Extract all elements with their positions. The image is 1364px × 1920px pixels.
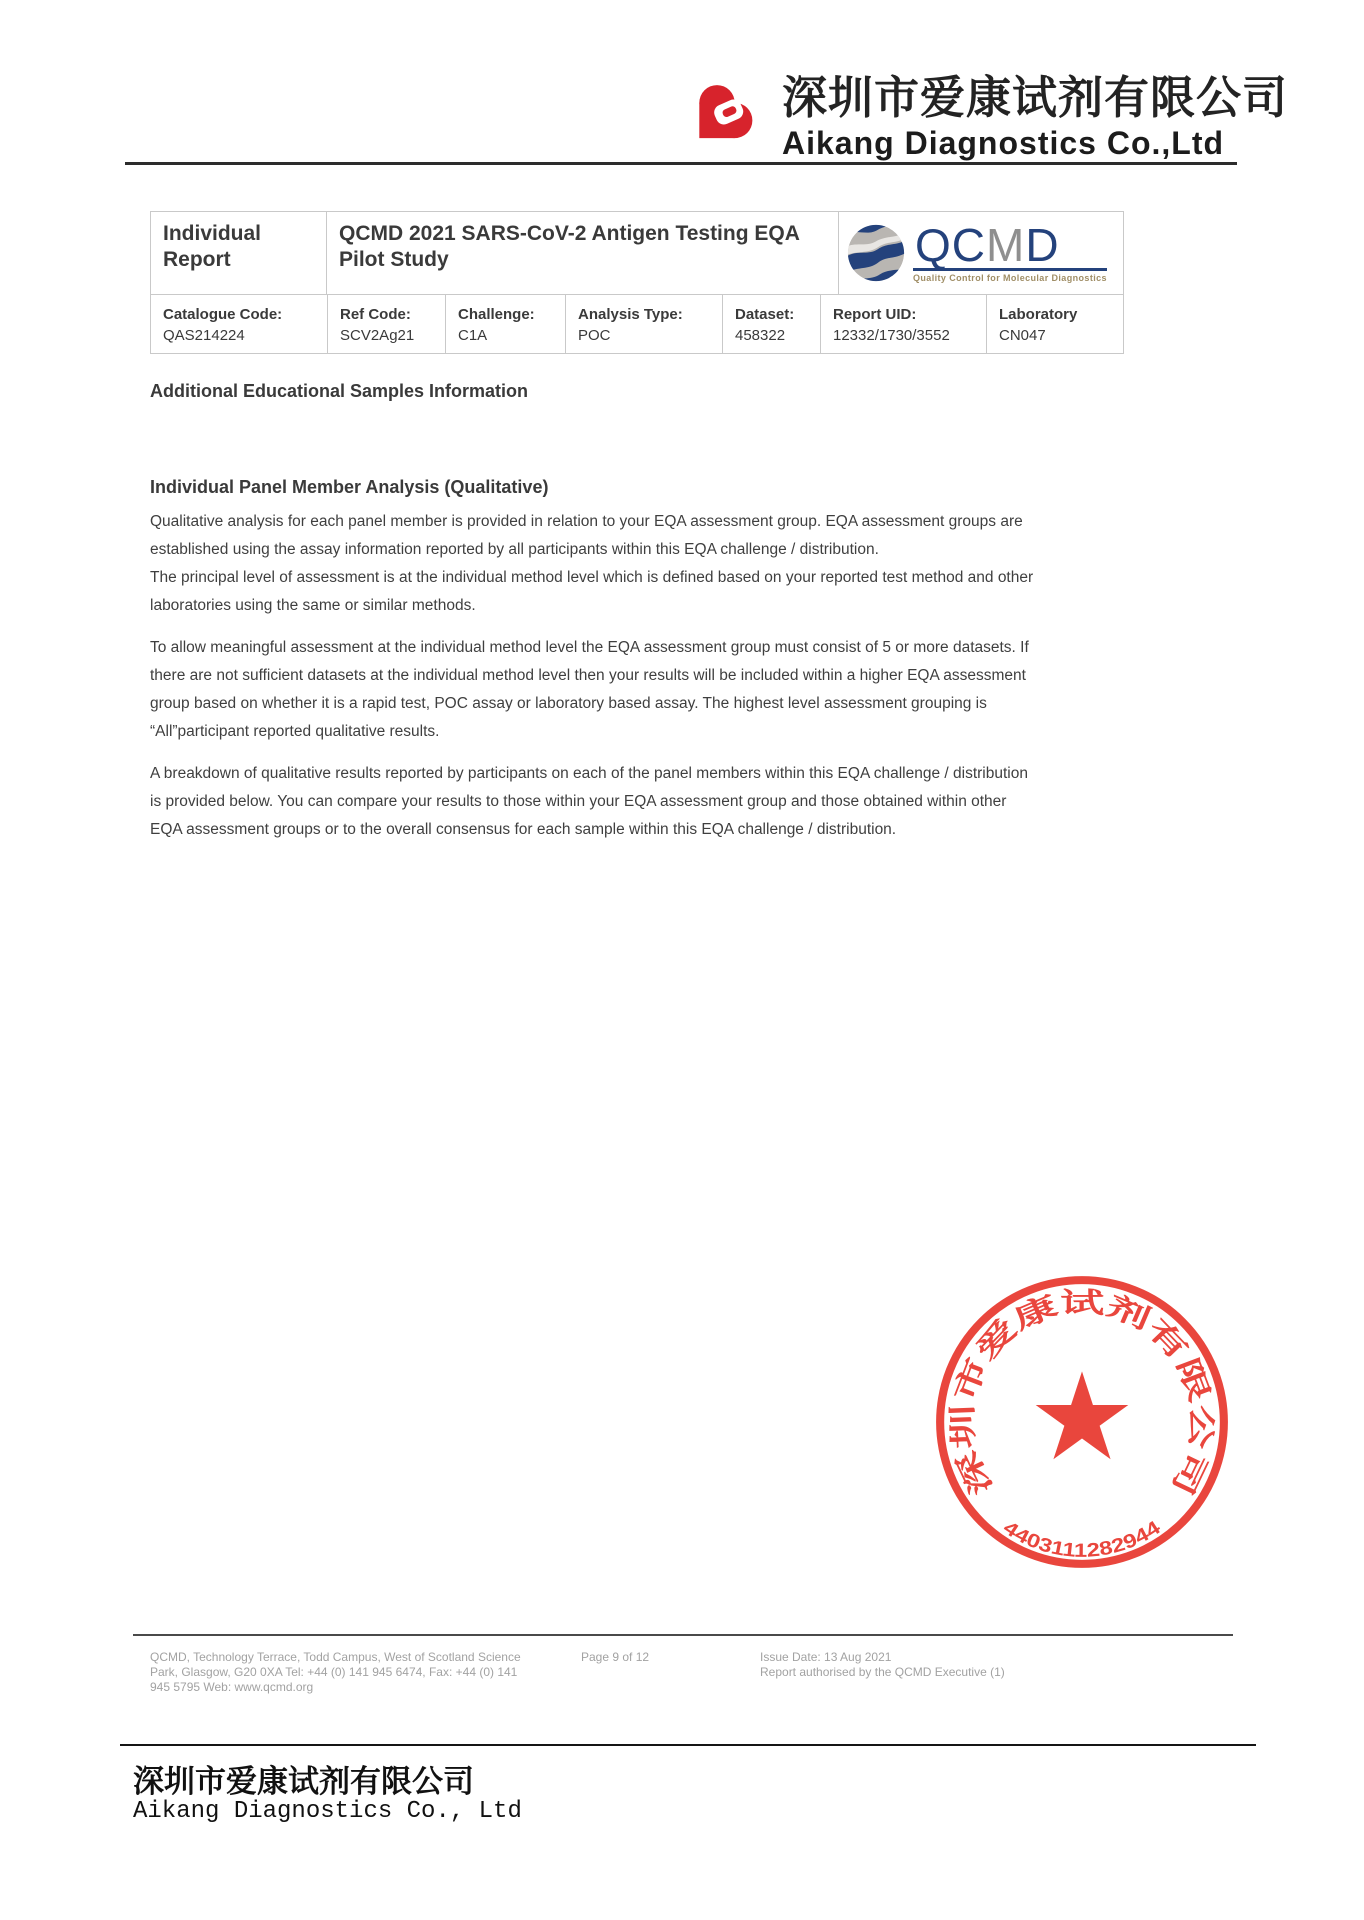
paragraph-line: established using the assay information reported by all participants within this EQA challenge / distribution. (150, 541, 879, 558)
field-value: CN047 (999, 327, 1046, 344)
paragraph-line: group based on whether it is a rapid test, POC assay or laboratory based assay. The highest level assessment grouping is (150, 695, 987, 712)
bottom-company-en: Aikang Diagnostics Co., Ltd (133, 1798, 522, 1825)
qcmd-letter: Q (915, 219, 952, 271)
field-label: Analysis Type: (578, 306, 683, 323)
section-heading-panel: Individual Panel Member Analysis (Qualitative) (150, 477, 549, 497)
qcmd-letter: C (951, 219, 987, 271)
company-name-en: Aikang Diagnostics Co.,Ltd (782, 125, 1225, 161)
paragraph-line: there are not sufficient datasets at the individual method level then your results will be included within a higher EQA assessment (150, 667, 1026, 684)
field-value: SCV2Ag21 (340, 327, 415, 344)
paragraph-line: EQA assessment groups or to the overall consensus for each sample within this EQA challenge / distribution. (150, 821, 897, 838)
qcmd-globe-icon (845, 222, 907, 284)
field-value: QAS214224 (163, 327, 245, 344)
company-header (782, 72, 1289, 161)
bottom-company-cn: 深圳市爱康试剂有限公司 (133, 1764, 474, 1799)
footer-issue-info (760, 1650, 1005, 1680)
table-row (151, 212, 1123, 295)
company-name-cn: 深圳市爱康试剂有限公司 (782, 72, 1289, 123)
qcmd-tagline: Quality Control for Molecular Diagnostics (913, 273, 1107, 283)
paragraph-line: is provided below. You can compare your results to those within your EQA assessment group and those obtained within other (150, 793, 1007, 810)
field-label: Challenge: (458, 306, 535, 323)
paragraph (150, 760, 1050, 844)
field-label: Ref Code: (340, 306, 411, 323)
stamp-company-text: 深圳市爱康试剂有限公司 (947, 1287, 1218, 1500)
paragraph-line: laboratories using the same or similar methods. (150, 597, 476, 614)
section-heading-additional: Additional Educational Samples Information (150, 381, 529, 401)
aikang-logo-icon (666, 78, 768, 162)
field-label: Catalogue Code: (163, 306, 283, 323)
stamp-serial-text: 4403111282944 (999, 1517, 1163, 1562)
footer-address-line: Park, Glasgow, G20 0XA Tel: +44 (0) 141 945 6474, Fax: +44 (0) 141 (150, 1665, 518, 1679)
paragraph-line: Qualitative analysis for each panel member is provided in relation to your EQA assessment group. EQA assessment groups are (150, 513, 1023, 530)
company-stamp-icon (930, 1270, 1234, 1574)
paragraph (150, 634, 1050, 746)
field-dataset (723, 295, 821, 353)
bottom-divider (120, 1744, 1256, 1746)
paragraph-line: “All”participant reported qualitative results. (150, 723, 440, 740)
paragraph-line: A breakdown of qualitative results reported by participants on each of the panel members within this EQA challenge / distribution (150, 765, 1028, 782)
field-catalogue-code (151, 295, 328, 353)
table-row (151, 295, 1123, 353)
report-info-table (150, 211, 1124, 354)
stamp-star-icon (1036, 1371, 1129, 1459)
report-title-cell: QCMD 2021 SARS-CoV-2 Antigen Testing EQA Pilot Study (327, 212, 839, 294)
field-value: 458322 (735, 327, 786, 344)
field-label: Report UID: (833, 306, 917, 323)
footer-address (150, 1650, 521, 1695)
body-text (150, 508, 1050, 858)
footer-address-line: QCMD, Technology Terrace, Todd Campus, West of Scotland Science (150, 1650, 521, 1664)
footer-issue-line: Issue Date: 13 Aug 2021 (760, 1650, 892, 1664)
footer-page-number: Page 9 of 12 (581, 1650, 650, 1664)
field-label: Dataset: (735, 306, 795, 323)
qcmd-letter: M (986, 219, 1026, 271)
field-label: Laboratory (999, 306, 1078, 323)
footer-address-line: 945 5795 Web: www.qcmd.org (150, 1680, 314, 1694)
paragraph (150, 508, 1050, 620)
qcmd-letter: D (1025, 219, 1060, 271)
footer-issue-line: Report authorised by the QCMD Executive (1) (760, 1665, 1005, 1679)
field-value: 12332/1730/3552 (833, 327, 950, 344)
footer-divider (133, 1634, 1233, 1636)
field-challenge (446, 295, 566, 353)
field-analysis-type (566, 295, 723, 353)
field-ref-code (328, 295, 446, 353)
field-value: POC (578, 327, 611, 344)
qcmd-logo (839, 212, 1123, 294)
field-report-uid (821, 295, 987, 353)
paragraph-line: To allow meaningful assessment at the individual method level the EQA assessment group must consist of 5 or more datasets. If (150, 639, 1029, 656)
report-type-cell: Individual Report (151, 212, 327, 294)
header-divider (125, 162, 1237, 165)
paragraph-line: The principal level of assessment is at the individual method level which is defined based on your reported test method and other (150, 569, 1034, 586)
field-laboratory (987, 295, 1123, 353)
field-value: C1A (458, 327, 488, 344)
qcmd-wordmark (913, 219, 1107, 271)
